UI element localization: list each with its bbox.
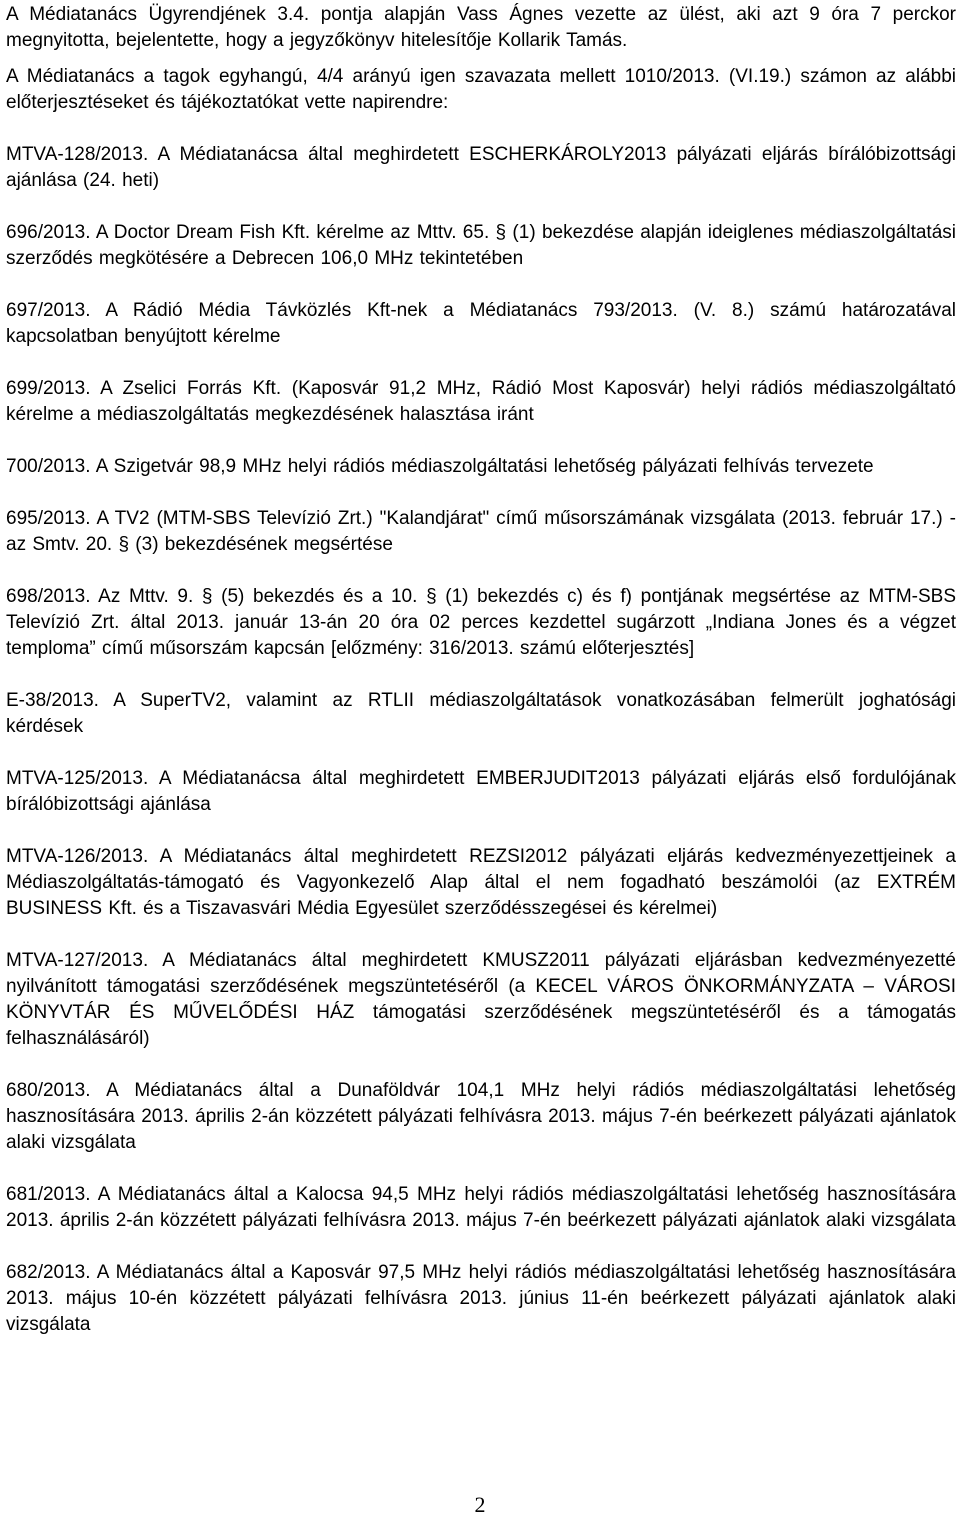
- agenda-item: [6, 506, 956, 558]
- agenda-item-code: 681/2013.: [6, 1184, 91, 1205]
- agenda-item: [6, 220, 956, 272]
- agenda-item: [6, 766, 956, 818]
- agenda-item-text: A Médiatanács által a Kalocsa 94,5 MHz helyi rádiós médiaszolgáltatási lehetőség hasznosítására 2013. április 2-án közzétett pályázati felhívásra 2013. május 7-én beérkezett pályázati ajánlatok alaki vizsgálata: [6, 1184, 956, 1231]
- agenda-item-text: A Doctor Dream Fish Kft. kérelme az Mttv. 65. § (1) bekezdése alapján ideiglenes médiaszolgáltatási szerződés megkötésére a Debrecen 106,0 MHz tekintetében: [6, 222, 957, 269]
- agenda-item-text: A Médiatanács által a Dunaföldvár 104,1 MHz helyi rádiós médiaszolgáltatási lehetőség hasznosítására 2013. április 2-án közzétett pályázati felhívásra 2013. május 7-én beérkezett pályázati ajánlatok alaki vizsgálata: [6, 1080, 957, 1153]
- agenda-item-code: 698/2013.: [6, 586, 91, 607]
- page-number: 2: [474, 1492, 486, 1517]
- agenda-item-text: A Zselici Forrás Kft. (Kaposvár 91,2 MHz, Rádió Most Kaposvár) helyi rádiós médiaszolgáltató kérelme a médiaszolgáltatás megkezdésének halasztása iránt: [6, 378, 956, 425]
- agenda-item-text: A Médiatanács által meghirdetett REZSI2012 pályázati eljárás kedvezményezettjeinek a Médiaszolgáltatás-támogató és Vagyonkezelő Alap által el nem fogadható beszámolói (az EXTRÉM BUSINESS Kft. és a Tiszavasvári Média Egyesület szerződésszegései és kérelmei): [6, 846, 956, 919]
- agenda-item-code: MTVA-127/2013.: [6, 950, 149, 971]
- agenda-item-code: 695/2013.: [6, 508, 91, 529]
- agenda-item-code: 682/2013.: [6, 1262, 91, 1283]
- agenda-item-code: 697/2013.: [6, 300, 91, 321]
- agenda-item-code: MTVA-125/2013.: [6, 768, 149, 789]
- agenda-item: [6, 1260, 956, 1338]
- agenda-item: [6, 376, 956, 428]
- document-body: [6, 0, 956, 1338]
- agenda-item-text: A Rádió Média Távközlés Kft-nek a Médiatanács 793/2013. (V. 8.) számú határozatával kapcsolatban benyújtott kérelme: [6, 300, 957, 347]
- agenda-item-code: 699/2013.: [6, 378, 91, 399]
- agenda-item-text: Az Mttv. 9. § (5) bekezdés és a 10. § (1) bekezdés c) és f) pontjának megsértése az MTM-SBS Televízió Zrt. által 2013. január 13-án 20 óra 02 perces kezdettel sugárzott „Indiana Jones és a végzet temploma” című műsorszám kapcsán [előzmény: 316/2013. számú előterjesztés]: [6, 586, 956, 659]
- agenda-item-code: 680/2013.: [6, 1080, 91, 1101]
- agenda-item-code: E-38/2013.: [6, 690, 99, 711]
- agenda-item-text: A Médiatanács által a Kaposvár 97,5 MHz helyi rádiós médiaszolgáltatási lehetőség hasznosítására 2013. május 10-én közzétett pályázati felhívásra 2013. június 11-én beérkezett pályázati ajánlatok alaki vizsgálata: [6, 1262, 956, 1335]
- intro-paragraph-opening: A Médiatanács Ügyrendjének 3.4. pontja alapján Vass Ágnes vezette az ülést, aki azt 9 óra 7 perckor megnyitotta, bejelentette, hogy a jegyzőkönyv hitelesítője Kollarik Tamás.: [6, 4, 956, 51]
- agenda-item-code: 696/2013.: [6, 222, 91, 243]
- agenda-item: [6, 298, 956, 350]
- intro-paragraph-agenda: A Médiatanács a tagok egyhangú, 4/4 arányú igen szavazata mellett 1010/2013. (VI.19.) számon az alábbi előterjesztéseket és tájékoztatókat vette napirendre:: [6, 66, 956, 113]
- agenda-item: [6, 688, 956, 740]
- agenda-item: [6, 454, 956, 480]
- agenda-item-code: MTVA-126/2013.: [6, 846, 149, 867]
- agenda-item: [6, 142, 956, 194]
- agenda-item-text: A Médiatanács által meghirdetett KMUSZ2011 pályázati eljárásban kedvezményezetté nyilvánított támogatási szerződésének megszüntetéséről (a KECEL VÁROS ÖNKORMÁNYZATA – VÁROSI KÖNYVTÁR ÉS MŰVELŐDÉSI HÁZ támogatási szerződésének megszüntetéséről és a támogatás felhasználásáról): [6, 950, 956, 1049]
- agenda-item-text: A Médiatanácsa által meghirdetett EMBERJUDIT2013 pályázati eljárás első fordulójának bírálóbizottsági ajánlása: [6, 768, 956, 815]
- agenda-item-text: A TV2 (MTM-SBS Televízió Zrt.) "Kalandjárat" című műsorszámának vizsgálata (2013. február 17.) - az Smtv. 20. § (3) bekezdésének megsértése: [6, 508, 956, 555]
- agenda-item-text: A Szigetvár 98,9 MHz helyi rádiós médiaszolgáltatási lehetőség pályázati felhívás tervezete: [95, 456, 874, 477]
- agenda-item-text: A SuperTV2, valamint az RTLII médiaszolgáltatások vonatkozásában felmerült joghatósági kérdések: [6, 690, 957, 737]
- agenda-item: [6, 1182, 956, 1234]
- agenda-item: [6, 948, 956, 1052]
- agenda-item-code: 700/2013.: [6, 456, 91, 477]
- agenda-item: [6, 844, 956, 922]
- agenda-item: [6, 1078, 956, 1156]
- agenda-item-text: A Médiatanácsa által meghirdetett ESCHERKÁROLY2013 pályázati eljárás bírálóbizottsági ajánlása (24. heti): [6, 144, 956, 191]
- agenda-item: [6, 584, 956, 662]
- agenda-item-code: MTVA-128/2013.: [6, 144, 149, 165]
